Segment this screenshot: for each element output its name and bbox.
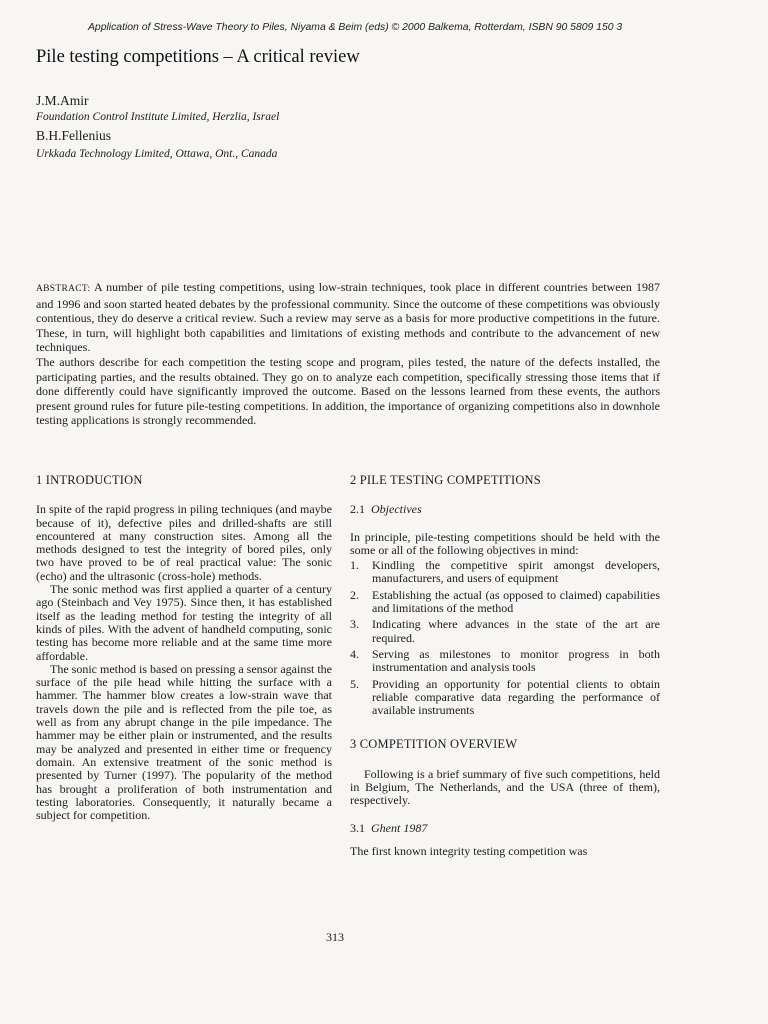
body-paragraph: The sonic method was first applied a quarter of a century ago (Steinbach and Vey 1975). Since then, it has established itself as the leading method for testing the integrity of all kinds of piles. With the advent of handheld computing, sonic testing has become more reliable and at the same time more affordable. [36,582,332,663]
running-header: Application of Stress-Wave Theory to Piles, Niyama & Beim (eds) © 2000 Balkema, Rotterdam, ISBN 90 5809 150 3 [88,22,623,33]
subsection-heading [350,822,660,835]
list-number: 1. [350,558,359,573]
objectives-list [350,559,660,717]
list-number: 3. [350,617,359,632]
section-heading: 2 PILE TESTING COMPETITIONS [350,473,541,487]
author-affiliation: Foundation Control Institute Limited, Herzlia, Israel [36,111,280,123]
paper-title: Pile testing competitions – A critical review [36,47,360,67]
section-heading: 1 INTRODUCTION [36,473,143,487]
body-paragraph: In principle, pile-testing competitions should be held with the some or all of the following objectives in mind: [350,529,660,557]
author-affiliation: Urkkada Technology Limited, Ottawa, Ont., Canada [36,148,278,160]
list-number: 2. [350,587,359,602]
abstract-paragraph [36,280,660,355]
subsection-title: Objectives [371,502,422,517]
list-text: Establishing the actual (as opposed to claimed) capabilities and limitations of the method [372,587,660,616]
left-column [36,474,332,822]
right-column [350,474,660,858]
body-paragraph: The first known integrity testing competition was [350,843,588,858]
abstract [36,280,660,428]
list-text: Indicating where advances in the state of the art are required. [372,617,660,645]
list-number: 5. [350,676,359,691]
list-item [350,589,660,616]
abstract-paragraph: The authors describe for each competition the testing scope and program, piles tested, the nature of the defects installed, the participating parties, and the results obtained. They go on to analyze each competition, specifically stressing those items that if done differently could have significantly improved the outcome. Based on the lessons learned from these events, the authors present ground rules for future pile-testing competitions. In addition, the importance of organizing competitions also in downhole testing applications is strongly recommended. [36,354,660,428]
list-item [350,559,660,586]
list-item [350,618,660,645]
abstract-text: A number of pile testing competitions, using low-strain techniques, took place in different countries between 1987 and 1996 and soon started heated debates by the professional community. Since the outcome of these competitions was obviously contentious, they do deserve a critical review. Such a review may serve as a basis for more productive competitions in the future. These, in turn, will highlight both capabilities and limitations of existing methods and contribute to the advancement of new techniques. [36,280,660,355]
body-paragraph: The sonic method is based on pressing a sensor against the surface of the pile head while hitting the surface with a hammer. The hammer blow creates a low-strain wave that travels down the pile and is reflected from the pile toe, as well as from any abrupt change in the pile impedance. The hammer may be either plain or instrumented, and the results may be analyzed and presented in either time or frequency domain. An extensive treatment of the sonic method is presented by Turner (1997). The popularity of the method has brought a proliferation of both instrumentation and testing laboratories. Consequently, it naturally became a subject for competition. [36,661,332,823]
list-text: Providing an opportunity for potential clients to obtain reliable comparative data regarding the performance of available instruments [372,676,660,718]
subsection-heading [350,503,660,516]
section-heading: 3 COMPETITION OVERVIEW [350,737,518,752]
subsection-number: 3.1 [350,820,365,835]
list-item [350,648,660,675]
author-name: B.H.Fellenius [36,128,112,143]
author-name: J.M.Amir [36,93,89,108]
body-paragraph: In spite of the rapid progress in piling techniques (and maybe because of it), defective piles and drilled-shafts are still encountered at many construction sites. Among all the methods designed to test the integrity of bored piles, only two have proved to be of real practical value: The sonic (echo) and the ultrasonic (cross-hole) methods. [36,502,332,583]
list-number: 4. [350,646,359,661]
abstract-label: ABSTRACT: [36,284,91,294]
subsection-title: Ghent 1987 [371,820,428,835]
subsection-number: 2.1 [350,502,365,517]
list-text: Kindling the competitive spirit amongst developers, manufacturers, and users of equipment [372,558,660,586]
list-text: Serving as milestones to monitor progress in both instrumentation and analysis tools [372,646,660,675]
body-paragraph: Following is a brief summary of five such competitions, held in Belgium, The Netherlands, and the USA (three of them), respectively. [350,766,660,808]
page-number: 313 [326,930,344,944]
list-item [350,678,660,718]
